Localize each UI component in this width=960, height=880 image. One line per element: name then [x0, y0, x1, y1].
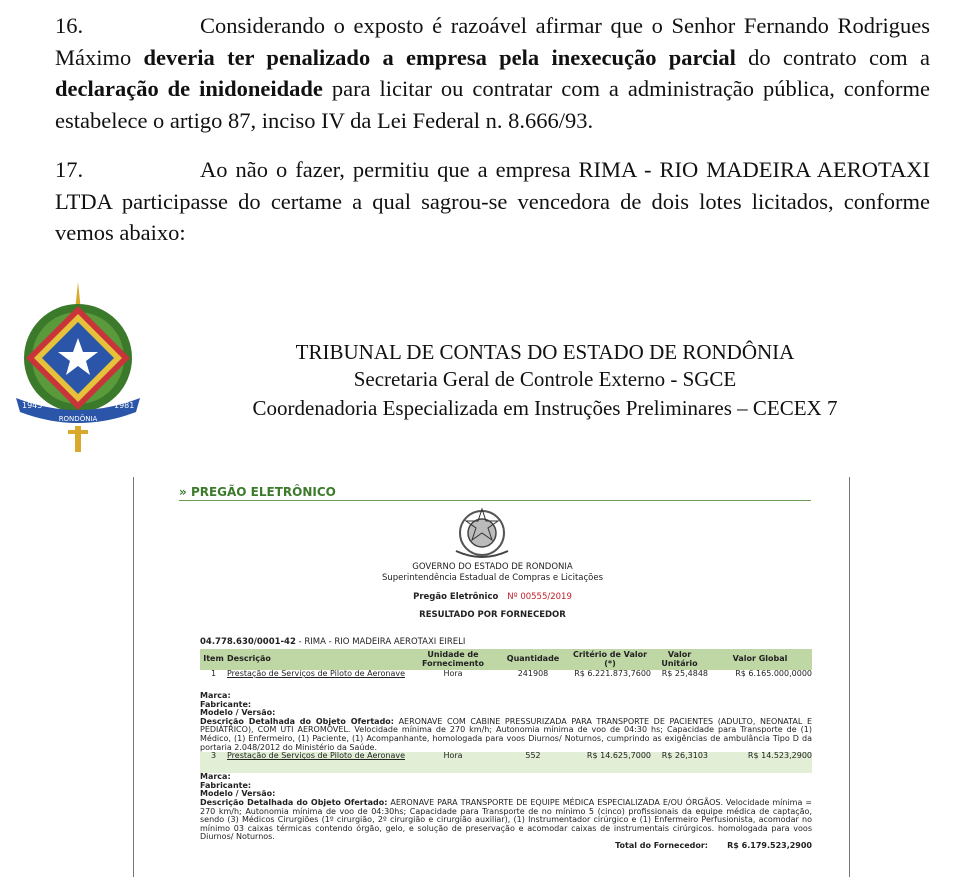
paragraph-17: [55, 154, 930, 249]
pregao-line: Pregão Eletrônico Nº 00555/2019: [413, 592, 572, 602]
header-valor-global: Valor Global: [732, 654, 788, 664]
header-unidade: Unidade de Fornecimento: [422, 649, 484, 668]
paragraph-text: para licitar ou contratar com a administração pública, conforme estabelece o artigo 87, inciso IV da Lei Federal n. 8.666/93.: [55, 76, 930, 133]
paragraph-bold-text: declaração de inidoneidade: [55, 76, 323, 101]
total-label: Total do Fornecedor:: [615, 840, 708, 850]
total-value: R$ 6.179.523,2900: [727, 840, 812, 850]
gov-line-1: GOVERNO DO ESTADO DE RONDONIA: [412, 562, 573, 572]
header-item: Item: [203, 654, 224, 664]
supplier-results-table: [200, 638, 812, 851]
table-row: 1 Prestação de Serviços de Piloto de Aeronave Hora 241908 R$ 6.221.873,7600 R$ 25,4848 R$ 6.165.000,0000: [200, 670, 812, 692]
gov-line-2: Superintendência Estadual de Compras e Licitações: [381, 573, 604, 583]
marca-label: Marca:: [200, 772, 231, 782]
letterhead-title: TRIBUNAL DE CONTAS DO ESTADO DE RONDÔNIA: [295, 340, 795, 364]
item-detail-description: Descrição Detalhada do Objeto Ofertado: AERONAVE COM CABINE PRESSURIZADA PARA TRANSPORTE DE PACIENTES (ADULTO, NEONATAL E PEDIÁTRICO), COM UTI AEROMÓVEL. Velocidade mínima de 270 km/h; Autonomia mínima de voo de 04:30 hs; Capacidade para Transporte de (1) Médico, (1) Enfermeiro, (1) Paciente, (1) Acompanhante, homologada para voos Diurnos/ Noturnos, cumprindo as exigências de ambulância Tipo D da portaria 2.048/2012 do Ministério da Saúde.: [200, 716, 812, 752]
header-valor-unitario: Valor Unitário: [661, 649, 698, 668]
paragraph-number: 17.: [55, 157, 84, 182]
supplier-total: [200, 842, 812, 851]
paragraph-16: [55, 10, 930, 136]
divider: [179, 500, 811, 501]
result-title: RESULTADO POR FORNECEDOR: [419, 610, 566, 620]
item-description-link[interactable]: Prestação de Serviços de Piloto de Aeronave: [227, 669, 405, 678]
item-detail-description: Descrição Detalhada do Objeto Ofertado: AERONAVE PARA TRANSPORTE DE EQUIPE MÉDICA ESPECIALIZADA E/OU ÓRGÃOS. Velocidade mínima = 270 km/h; Autonomia mínima de voo de 04:30hs; Capacidade para Transporte de no mínimo 5 (cinco) profissionais da equipe médica de captação, sendo (3) Médicos Cirurgiões (1º cirurgião, 2º cirurgião e cirurgião auxiliar), (1) Instrumentador cirúrgico e (1) Enfermeiro Perfusionista, acomodar no mínimo 03 caixas térmicas contendo órgão, gelo, e solução de preservação e acomodar caixas de instrumentais cirúrgicos. homologada para voos Diurnos/ Noturnos.: [200, 797, 812, 842]
paragraph-text: Ao não o fazer, permitiu que a empresa RIMA - RIO MADEIRA AEROTAXI LTDA participasse do certame a qual sagrou-se vencedora de dois lotes licitados, conforme vemos abaixo:: [55, 157, 930, 245]
fabricante-label: Fabricante:: [200, 780, 252, 790]
chevron-right-icon: »: [179, 485, 191, 499]
table-row: 3 Prestação de Serviços de Piloto de Aeronave Hora 552 R$ 14.625,7000 R$ 26,3103 R$ 14.523,2900: [200, 752, 812, 773]
supplier-line: 04.778.630/0001-42 - RIMA - RIO MADEIRA AEROTAXI EIRELI: [200, 637, 466, 647]
header-descricao: Descrição: [227, 654, 271, 664]
letterhead-department: Coordenadoria Especializada em Instruções Preliminares – CECEX 7: [252, 396, 838, 420]
modelo-label: Modelo / Versão:: [200, 708, 276, 718]
crest-year-left: 1943: [22, 401, 43, 410]
rondonia-crest-icon: [12, 280, 144, 456]
paragraph-text: do contrato com a: [735, 44, 930, 70]
crest-year-right: 1981: [114, 401, 135, 410]
paragraph-bold-text: deveria ter penalizado a empresa pela inexecução parcial: [143, 44, 736, 70]
header-quantidade: Quantidade: [506, 654, 560, 664]
fabricante-label: Fabricante:: [200, 699, 252, 709]
section-title: » PREGÃO ELETRÔNICO: [179, 485, 336, 499]
header-criterio: Critério de Valor (*): [572, 649, 648, 668]
crest-banner: RONDÔNIA: [58, 415, 98, 423]
marca-label: Marca:: [200, 691, 231, 700]
modelo-label: Modelo / Versão:: [200, 789, 276, 799]
table-header: [200, 649, 812, 670]
brazil-coat-of-arms-icon: [450, 507, 514, 563]
paragraph-number: 16.: [55, 13, 84, 38]
letterhead-subtitle: Secretaria Geral de Controle Externo - SGCE: [353, 367, 737, 391]
pregao-number: Nº 00555/2019: [507, 592, 572, 602]
paragraph-text: Considerando o exposto é razoável afirmar que o Senhor Fernando Rodrigues Máximo: [55, 13, 930, 70]
scanned-result-document: [133, 477, 850, 877]
item-description-link[interactable]: Prestação de Serviços de Piloto de Aeronave: [227, 751, 405, 761]
